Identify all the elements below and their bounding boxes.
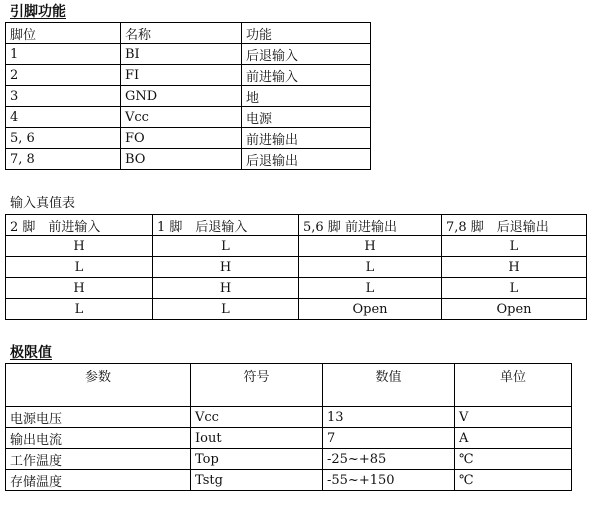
- truth-table: [5, 214, 587, 320]
- header-pin: 脚位: [6, 23, 121, 44]
- header-unit: 单位: [455, 364, 572, 407]
- table-row: [6, 407, 572, 428]
- function-cell: 前进输出: [242, 128, 371, 149]
- truth-table-title: 输入真值表: [10, 196, 76, 211]
- table-row: [6, 470, 572, 491]
- name-cell: FI: [121, 65, 242, 86]
- table-row: [6, 257, 587, 278]
- truth-cell: Open: [299, 299, 442, 320]
- truth-cell: L: [6, 257, 153, 278]
- table-header-row: [6, 23, 371, 44]
- table-row: [6, 128, 371, 149]
- truth-cell: H: [153, 257, 299, 278]
- header-value: 数值: [323, 364, 455, 407]
- pin-cell: 3: [6, 86, 121, 107]
- value-cell: 13: [323, 407, 455, 428]
- function-cell: 后退输入: [242, 44, 371, 65]
- header-pin78-backward-output: 7,8 脚 后退输出: [442, 215, 587, 236]
- parameter-cell: 存储温度: [6, 470, 191, 491]
- value-cell: 7: [323, 428, 455, 449]
- name-cell: FO: [121, 128, 242, 149]
- truth-cell: L: [153, 299, 299, 320]
- truth-cell: L: [299, 257, 442, 278]
- table-header-row: [6, 364, 572, 407]
- name-cell: GND: [121, 86, 242, 107]
- symbol-cell: Iout: [191, 428, 323, 449]
- table-row: [6, 149, 371, 170]
- symbol-cell: Vcc: [191, 407, 323, 428]
- unit-cell: V: [455, 407, 572, 428]
- truth-cell: L: [442, 278, 587, 299]
- table-row: [6, 299, 587, 320]
- table-header-row: [6, 215, 587, 236]
- function-cell: 电源: [242, 107, 371, 128]
- pin-cell: 7, 8: [6, 149, 121, 170]
- truth-cell: Open: [442, 299, 587, 320]
- unit-cell: ℃: [455, 449, 572, 470]
- pin-function-table: [5, 22, 371, 170]
- table-row: [6, 107, 371, 128]
- symbol-cell: Tstg: [191, 470, 323, 491]
- name-cell: BI: [121, 44, 242, 65]
- truth-cell: L: [153, 236, 299, 257]
- truth-cell: L: [442, 236, 587, 257]
- parameter-cell: 输出电流: [6, 428, 191, 449]
- unit-cell: A: [455, 428, 572, 449]
- header-function: 功能: [242, 23, 371, 44]
- header-parameter: 参数: [6, 364, 191, 407]
- value-cell: -25~+85: [323, 449, 455, 470]
- header-pin2-forward-input: 2 脚 前进输入: [6, 215, 153, 236]
- truth-cell: H: [6, 278, 153, 299]
- pin-cell: 5, 6: [6, 128, 121, 149]
- table-row: [6, 428, 572, 449]
- value-cell: -55~+150: [323, 470, 455, 491]
- truth-cell: H: [299, 236, 442, 257]
- header-pin1-backward-input: 1 脚 后退输入: [153, 215, 299, 236]
- parameter-cell: 电源电压: [6, 407, 191, 428]
- function-cell: 前进输入: [242, 65, 371, 86]
- header-name: 名称: [121, 23, 242, 44]
- limits-title: 极限值: [10, 345, 52, 361]
- symbol-cell: Top: [191, 449, 323, 470]
- truth-cell: L: [299, 278, 442, 299]
- parameter-cell: 工作温度: [6, 449, 191, 470]
- truth-cell: H: [153, 278, 299, 299]
- table-row: [6, 449, 572, 470]
- table-row: [6, 236, 587, 257]
- pin-cell: 4: [6, 107, 121, 128]
- table-row: [6, 278, 587, 299]
- pin-function-title: 引脚功能: [10, 4, 66, 20]
- name-cell: Vcc: [121, 107, 242, 128]
- truth-cell: H: [442, 257, 587, 278]
- function-cell: 地: [242, 86, 371, 107]
- truth-cell: L: [6, 299, 153, 320]
- pin-cell: 2: [6, 65, 121, 86]
- header-pin56-forward-output: 5,6 脚 前进输出: [299, 215, 442, 236]
- absolute-limits-table: [5, 363, 572, 491]
- unit-cell: ℃: [455, 470, 572, 491]
- table-row: [6, 65, 371, 86]
- table-row: [6, 44, 371, 65]
- table-row: [6, 86, 371, 107]
- header-symbol: 符号: [191, 364, 323, 407]
- name-cell: BO: [121, 149, 242, 170]
- truth-cell: H: [6, 236, 153, 257]
- function-cell: 后退输出: [242, 149, 371, 170]
- pin-cell: 1: [6, 44, 121, 65]
